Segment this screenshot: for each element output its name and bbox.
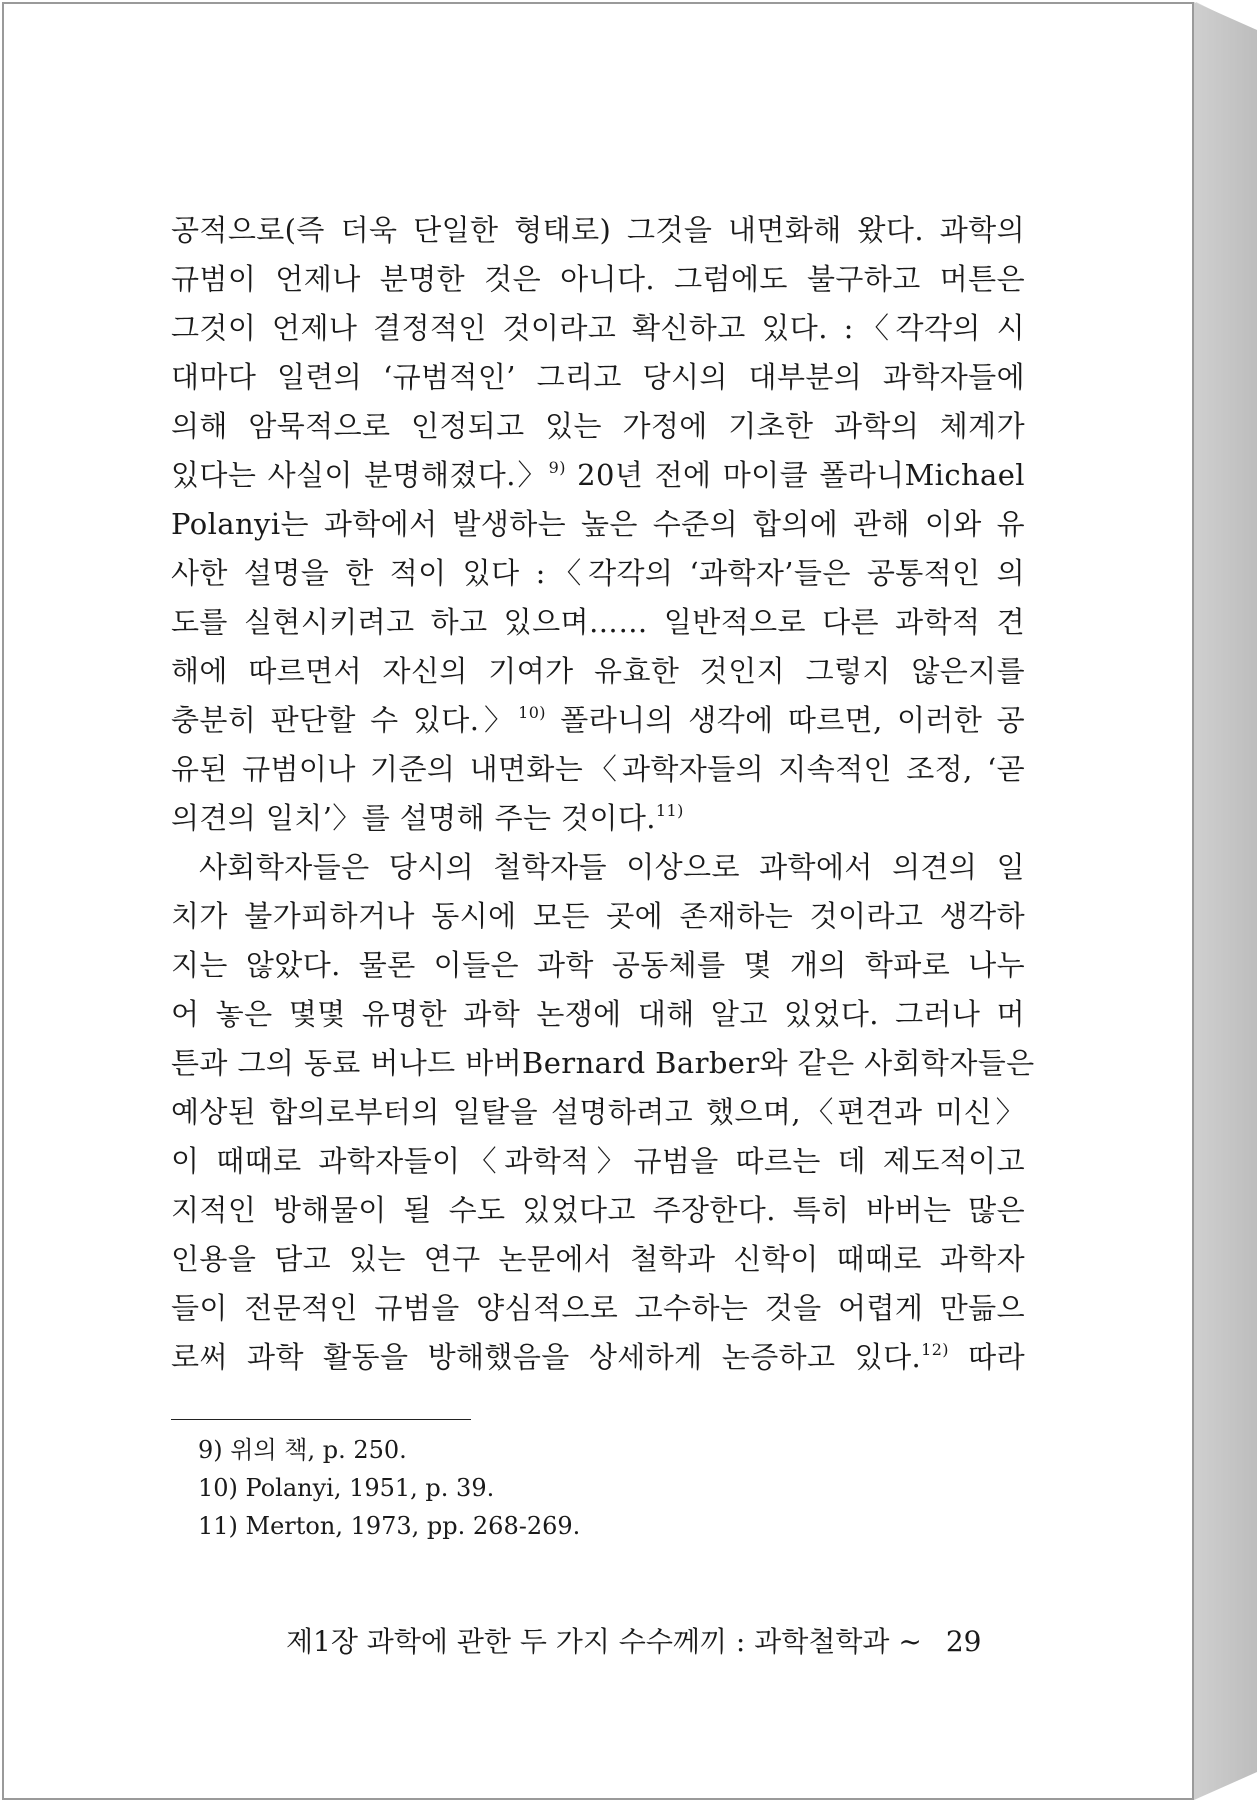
text-line: 해에 따르면서 자신의 기여가 유효한 것인지 그렇지 않은지를: [171, 654, 1025, 688]
text-line: [171, 696, 1025, 745]
footnote-divider: [171, 1419, 471, 1420]
text-line: 도를 실현시키려고 하고 있으며…… 일반적으로 다른 과학적 견: [171, 605, 1025, 639]
text-line: 어 놓은 몇몇 유명한 과학 논쟁에 대해 알고 있었다. 그러나 머: [171, 997, 1025, 1031]
text-line: 지적인 방해물이 될 수도 있었다고 주장한다. 특히 바버는 많은: [171, 1193, 1025, 1227]
text-line: [171, 451, 1025, 500]
footnote-ref-12: 12): [921, 1340, 949, 1359]
footnotes: [198, 1431, 580, 1545]
text-line: 의해 암묵적으로 인정되고 있는 가정에 기초한 과학의 체계가: [171, 409, 1025, 443]
text-segment: 있다는 사실이 분명해졌다.〉: [171, 458, 549, 492]
text-line: 튼과 그의 동료 버나드 바버Bernard Barber와 같은 사회학자들은: [171, 1046, 1035, 1080]
text-segment: 의견의 일치’〉를 설명해 주는 것이다.: [171, 801, 656, 835]
body-text: [171, 206, 1035, 1382]
page-number: 29: [945, 1625, 982, 1658]
text-line: [171, 1333, 1025, 1382]
text-segment: 충분히 판단할 수 있다.〉: [171, 703, 519, 737]
text-line: [171, 794, 1025, 843]
text-segment: 따라: [948, 1340, 1025, 1374]
footnote-11: 11) Merton, 1973, pp. 268-269.: [198, 1512, 581, 1540]
footnote-9: 9) 위의 책, p. 250.: [198, 1436, 407, 1464]
text-line: 사한 설명을 한 적이 있다 :〈각각의 ‘과학자’들은 공통적인 의: [171, 556, 1025, 590]
text-line: 그것이 언제나 결정적인 것이라고 확신하고 있다. :〈각각의 시: [171, 311, 1025, 345]
text-segment: 폴라니의 생각에 따르면, 이러한 공: [545, 703, 1025, 737]
text-line: 규범이 언제나 분명한 것은 아니다. 그럼에도 불구하고 머튼은: [171, 262, 1025, 296]
text-line: 지는 않았다. 물론 이들은 과학 공동체를 몇 개의 학파로 나누: [171, 948, 1025, 982]
text-line: 들이 전문적인 규범을 양심적으로 고수하는 것을 어렵게 만듦으: [171, 1291, 1025, 1325]
running-title: 제1장 과학에 관한 두 가지 수수께끼 : 과학철학과 ~: [286, 1625, 922, 1658]
text-line: 인용을 담고 있는 연구 논문에서 철학과 신학이 때때로 과학자: [171, 1242, 1025, 1276]
running-footer: [286, 1620, 981, 1660]
text-line: 이 때때로 과학자들이〈과학적〉규범을 따르는 데 제도적이고: [171, 1144, 1025, 1178]
text-line: 유된 규범이나 기준의 내면화는〈과학자들의 지속적인 조정, ‘곧: [171, 752, 1025, 786]
text-segment: 20년 전에 마이클 폴라니Michael: [565, 458, 1025, 492]
footnote-ref-10: 10): [518, 703, 546, 722]
text-line: 예상된 합의로부터의 일탈을 설명하려고 했으며,〈편견과 미신〉: [171, 1095, 1025, 1129]
text-line: 공적으로(즉 더욱 단일한 형태로) 그것을 내면화해 왔다. 과학의: [171, 213, 1025, 247]
text-segment: 로써 과학 활동을 방해했음을 상세하게 논증하고 있다.: [171, 1340, 922, 1374]
text-line: Polanyi는 과학에서 발생하는 높은 수준의 합의에 관해 이와 유: [171, 507, 1025, 541]
text-line: 치가 불가피하거나 동시에 모든 곳에 존재하는 것이라고 생각하: [171, 899, 1025, 933]
page-stack-edge: [1194, 2, 1257, 1800]
text-line: 대마다 일련의 ‘규범적인’ 그리고 당시의 대부분의 과학자들에: [171, 360, 1025, 394]
footnote-ref-11: 11): [655, 801, 684, 820]
footnote-ref-9: 9): [548, 458, 566, 477]
footnote-10: 10) Polanyi, 1951, p. 39.: [198, 1474, 495, 1502]
text-line: 사회학자들은 당시의 철학자들 이상으로 과학에서 의견의 일: [199, 850, 1025, 884]
